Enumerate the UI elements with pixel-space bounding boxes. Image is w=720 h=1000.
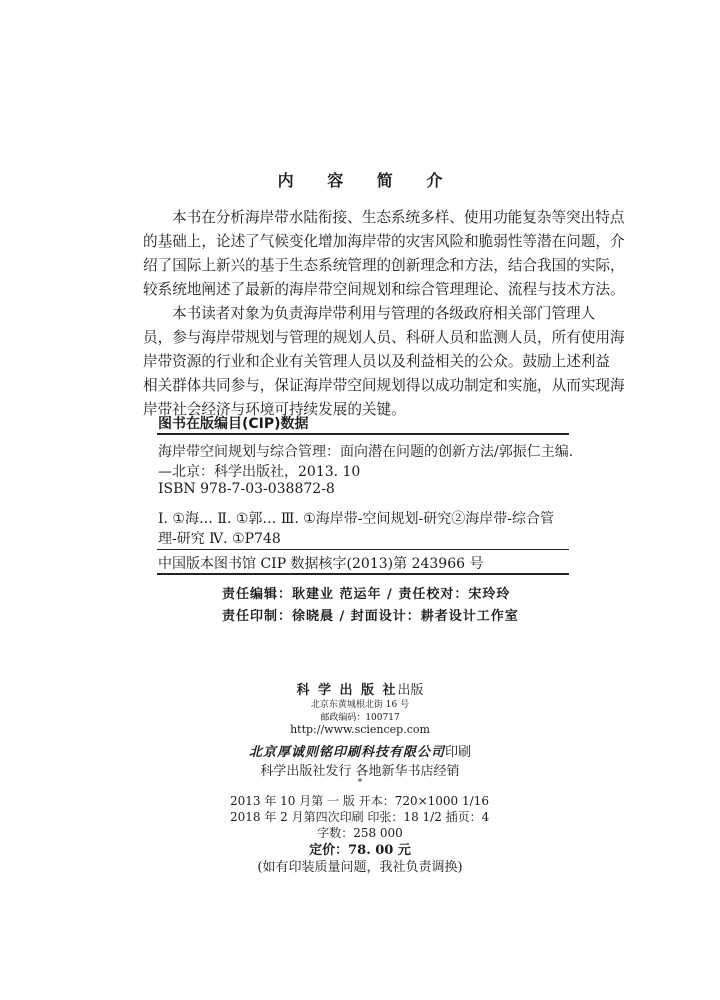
cip-heading: 图书在版编目(CIP)数据 [158, 416, 309, 432]
publisher-name: 科 学 出 版 社 [296, 683, 398, 698]
cip-publisher-line: —北京：科学出版社，2013. 10 [158, 464, 361, 480]
price: 定价：78. 00 元 [309, 843, 411, 858]
word-count: 字数：258 000 [317, 826, 403, 840]
cip-mid-rule [157, 549, 569, 550]
publisher-address: 北京东黄城根北街 16 号 [310, 700, 410, 710]
summary-line: 相关群体共同参与，保证海岸带空间规划得以成功制定和实施，从而实现海 [143, 377, 625, 394]
summary-line: 员，参与海岸带规划与管理的规划人员、科研人员和监测人员，所有使用海 [143, 329, 625, 346]
cip-top-rule [157, 433, 569, 435]
summary-line: 的基础上，论述了气候变化增加海岸带的灾害风险和脆弱性等潜在问题，介 [143, 233, 625, 250]
cip-title-line: 海岸带空间规划与综合管理：面向潜在问题的创新方法/郭振仁主编. [158, 444, 574, 460]
summary-line: 本书读者对象为负责海岸带利用与管理的各级政府相关部门管理人 [172, 305, 596, 322]
quality-note: (如有印装质量问题，我社负责调换) [257, 860, 463, 875]
distribution: 科学出版社发行 各地新华书店经销 [260, 764, 460, 779]
website: http://www.sciencep.com [290, 723, 430, 736]
summary-line: 绍了国际上新兴的基于生态系统管理的创新理念和方法，结合我国的实际， [143, 257, 625, 274]
printer-name: 北京厚诚则铭印刷科技有限公司 [248, 745, 445, 760]
publisher-line [0, 679, 720, 698]
cip-bottom-rule [157, 573, 569, 575]
content-summary-title: 内 容 简 介 [277, 171, 457, 190]
printer-line [0, 741, 720, 760]
cip-number: 中国版本图书馆 CIP 数据核字(2013)第 243966 号 [158, 556, 484, 572]
summary-line: 本书在分析海岸带水陆衔接、生态系统多样、使用功能复杂等突出特点 [172, 209, 625, 226]
production-credits: 责任印制：徐晓晨 / 封面设计：耕者设计工作室 [222, 609, 519, 624]
printer-suffix: 印刷 [445, 745, 472, 760]
printing-line: 2018 年 2 月第四次印刷 印张：18 1/2 插页：4 [230, 810, 490, 824]
editor-credits: 责任编辑：耿建业 范运年 / 责任校对：宋玲玲 [222, 587, 511, 602]
summary-line: 岸带资源的行业和企业有关管理人员以及利益相关的公众。鼓励上述利益 [143, 353, 611, 370]
cip-isbn: ISBN 978-7-03-038872-8 [158, 481, 335, 497]
cip-classification-line-2: 理-研究 Ⅳ. ①P748 [158, 531, 281, 547]
publisher-suffix: 出版 [397, 683, 424, 698]
summary-line: 岸带社会经济与环境可持续发展的关键。 [143, 401, 406, 418]
edition-line: 2013 年 10 月第 一 版 开本：720×1000 1/16 [230, 794, 489, 808]
summary-line: 较系统地阐述了最新的海岸带空间规划和综合管理理论、流程与技术方法。 [143, 281, 625, 298]
separator-asterisk: * [357, 778, 363, 788]
postcode: 邮政编码：100717 [320, 713, 400, 723]
cip-classification-line-1: Ⅰ. ①海… Ⅱ. ①郭… Ⅲ. ①海岸带-空间规划-研究②海岸带-综合管 [158, 511, 554, 527]
